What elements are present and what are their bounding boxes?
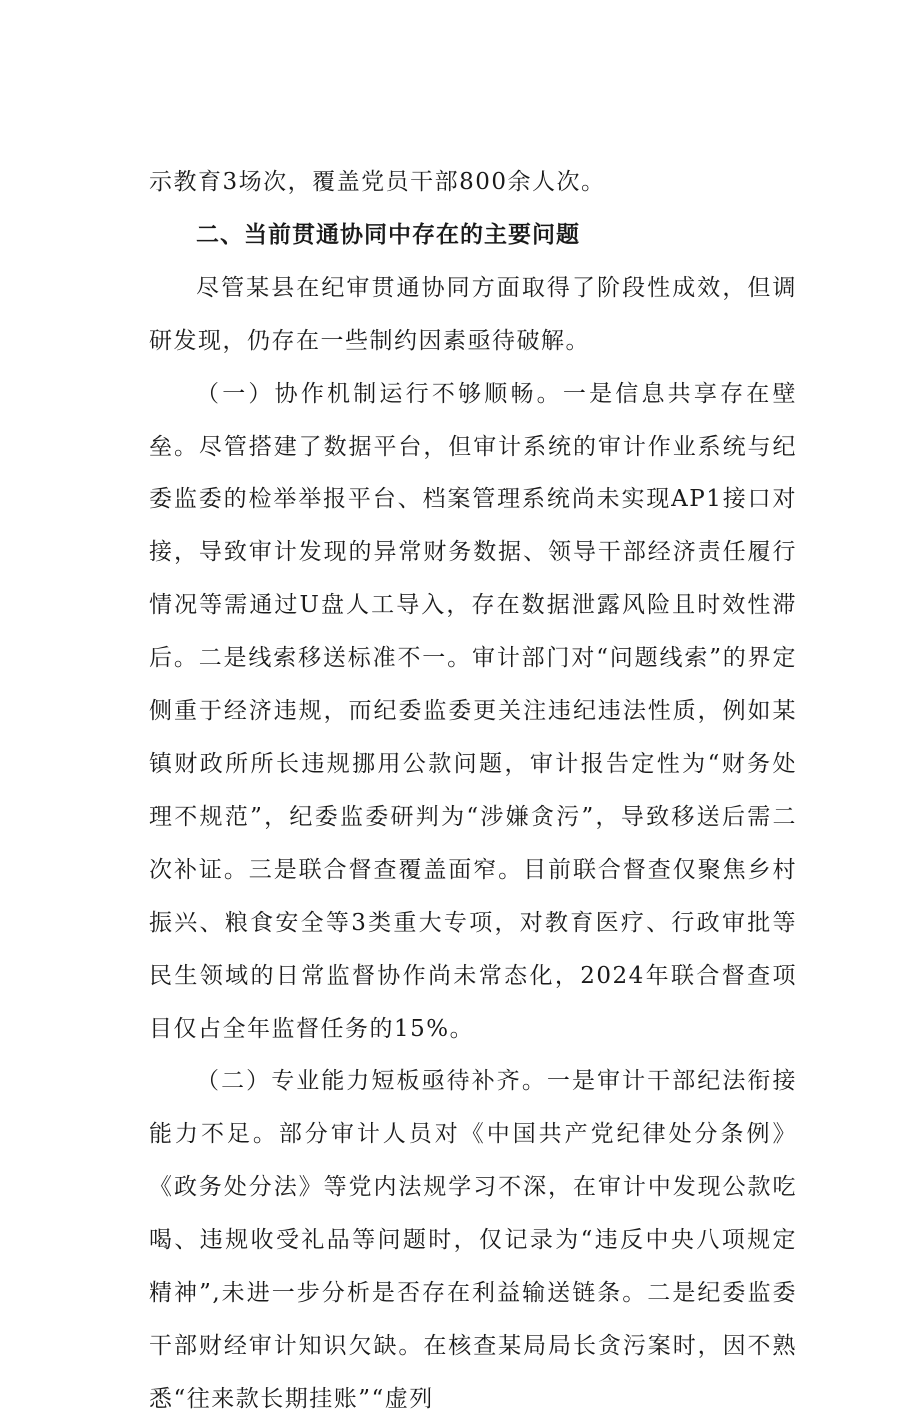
- paragraph-continuation: 示教育3场次，覆盖党员干部800余人次。: [149, 169, 606, 195]
- section-heading: 二、当前贯通协同中存在的主要问题: [196, 221, 580, 248]
- paragraph-professional-capability: （二）专业能力短板亟待补齐。一是审计干部纪法衔接能力不足。部分审计人员对《中国共产党纪律处分条例》《政务处分法》等党内法规学习不深，在审计中发现公款吃喝、违规收受礼品等问题时，仅记录为“违反中央八项规定精神”,未进一步分析是否存在利益输送链条。二是纪委监委干部财经审计知识欠缺。在核查某局局长贪污案时，因不熟悉“往来款长期挂账”“虚列: [149, 1068, 797, 1412]
- paragraph-intro: 尽管某县在纪审贯通协同方面取得了阶段性成效，但调研发现，仍存在一些制约因素亟待破解。: [149, 274, 797, 354]
- paragraph-collaboration-mechanism: （一）协作机制运行不够顺畅。一是信息共享存在壁垒。尽管搭建了数据平台，但审计系统的审计作业系统与纪委监委的检举举报平台、档案管理系统尚未实现AP1接口对接，导致审计发现的异常财务数据、领导干部经济责任履行情况等需通过U盘人工导入，存在数据泄露风险且时效性滞后。二是线索移送标准不一。审计部门对“问题线索”的界定侧重于经济违规，而纪委监委更关注违纪违法性质，例如某镇财政所所长违规挪用公款问题，审计报告定性为“财务处理不规范”，纪委监委研判为“涉嫌贪污”，导致移送后需二次补证。三是联合督查覆盖面窄。目前联合督查仅聚焦乡村振兴、粮食安全等3类重大专项，对教育医疗、行政审批等民生领域的日常监督协作尚未常态化，2024年联合督查项目仅占全年监督任务的15%。: [149, 380, 797, 1042]
- document-body: [149, 156, 797, 1426]
